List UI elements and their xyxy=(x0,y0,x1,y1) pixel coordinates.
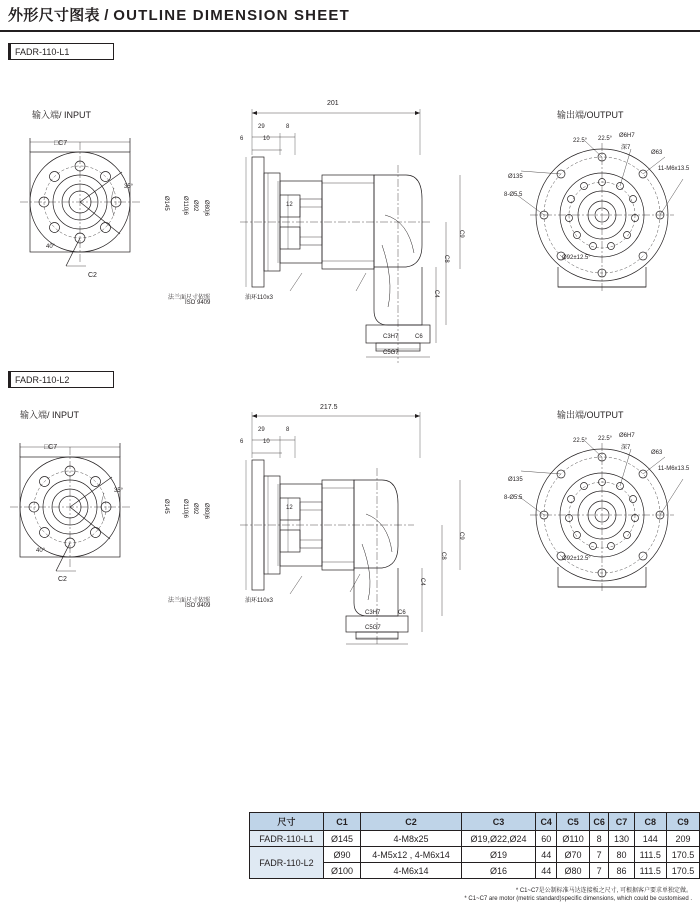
dim-8-l2: 8 xyxy=(286,427,290,433)
out-dim-d92-l1: Ø92±12.5° xyxy=(562,255,591,261)
th-c2: C2 xyxy=(361,813,462,831)
oil-note-l1: 油环110x3 xyxy=(245,295,273,301)
th-c8: C8 xyxy=(634,813,667,831)
cell-l1-c2: 4-M8x25 xyxy=(361,831,462,847)
side-view-l2 xyxy=(170,398,500,648)
out-dim-d63-l1: Ø63 xyxy=(651,150,663,156)
cell-l2b-c9: 170.5 xyxy=(667,863,700,879)
note-en: * C1~C7 are motor (metric standard)specific dimensions, which could be customised . xyxy=(464,896,692,902)
table-header-row xyxy=(250,813,700,831)
cell-l1-c8: 144 xyxy=(634,831,667,847)
cell-l2a-c3: Ø19 xyxy=(461,847,535,863)
cell-l2a-c8: 111.5 xyxy=(634,847,667,863)
dim-d92-l1: Ø92 xyxy=(192,200,198,212)
cell-l2b-c7: 86 xyxy=(609,863,634,879)
page-title xyxy=(8,4,350,25)
out-dim-225b-l1: 22.5° xyxy=(598,136,613,142)
dim-c2-l2: C2 xyxy=(58,576,67,583)
out-dim-d6h7-l1: Ø6H7 xyxy=(619,133,635,139)
dim-29-l2: 29 xyxy=(258,427,265,433)
cell-l1-c5: Ø110 xyxy=(557,831,590,847)
out-dim-d135-l2: Ø135 xyxy=(508,477,523,483)
cell-l2b-c2: 4-M6x14 xyxy=(361,863,462,879)
cell-l2a-c5: Ø70 xyxy=(557,847,590,863)
cell-l2b-c4: 44 xyxy=(536,863,557,879)
th-size: 尺寸 xyxy=(250,813,324,831)
cell-l2a-c4: 44 xyxy=(536,847,557,863)
dim-c7-l1: □C7 xyxy=(54,140,68,147)
out-dim-depth-l2: 深7 xyxy=(621,445,631,451)
row-label-l1: FADR-110-L1 xyxy=(250,831,324,847)
cell-l2a-c1: Ø90 xyxy=(323,847,360,863)
cell-l2b-c8: 111.5 xyxy=(634,863,667,879)
dim-c9-l1: C9 xyxy=(458,230,464,238)
out-dim-225a-l2: 22.5° xyxy=(573,438,588,444)
dim-c5g7-l1: C5G7 xyxy=(383,350,399,356)
cell-l1-c9: 209 xyxy=(667,831,700,847)
cell-l1-c1: Ø145 xyxy=(323,831,360,847)
dim-angle35-l2: 35° xyxy=(114,488,124,494)
cell-l2b-c5: Ø80 xyxy=(557,863,590,879)
th-c6: C6 xyxy=(589,813,609,831)
dim-c2-l1: C2 xyxy=(88,272,97,279)
th-c9: C9 xyxy=(667,813,700,831)
out-dim-225b-l2: 22.5° xyxy=(598,436,613,442)
dim-c8-l2: C8 xyxy=(440,552,446,560)
cell-l2b-c3: Ø16 xyxy=(461,863,535,879)
oil-note-l2: 油环110x3 xyxy=(245,598,273,604)
row-label-l2: FADR-110-L2 xyxy=(250,847,324,879)
dim-c3h7-l2: C3H7 xyxy=(365,610,381,616)
dim-c3h7-l1: C3H7 xyxy=(383,334,399,340)
dim-29-l1: 29 xyxy=(258,124,265,130)
side-view-l1 xyxy=(170,95,500,365)
input-end-view-l1 xyxy=(10,130,160,290)
dim-d110-l2: Ø110j6 xyxy=(182,499,188,518)
out-dim-11m6-l1: 11-M6x13.5 xyxy=(658,166,690,172)
cell-l1-c7: 130 xyxy=(609,831,634,847)
dim-c4-l2: C4 xyxy=(419,578,425,586)
cell-l2b-c6: 7 xyxy=(589,863,609,879)
note-cn: * C1~C7是公制标准马达连接板之尺寸, 可根据客户要求单独定做。 xyxy=(515,888,692,894)
dim-10-l1: 10 xyxy=(263,136,270,142)
dim-8-l1: 8 xyxy=(286,124,290,130)
out-dim-11m6-l2: 11-M6x13.5 xyxy=(658,466,690,472)
out-dim-8x55-l1: 8-Ø5.5 xyxy=(504,192,523,198)
th-c3: C3 xyxy=(461,813,535,831)
flange-note1-l2: 法兰面尺寸依照 xyxy=(168,598,211,604)
th-c4: C4 xyxy=(536,813,557,831)
out-dim-225a-l1: 22.5° xyxy=(573,138,588,144)
th-c5: C5 xyxy=(557,813,590,831)
cell-l2a-c7: 80 xyxy=(609,847,634,863)
model-tag-l1: FADR-110-L1 xyxy=(8,43,114,60)
cell-l1-c6: 8 xyxy=(589,831,609,847)
cell-l1-c3: Ø19,Ø22,Ø24 xyxy=(461,831,535,847)
dim-d110-l1: Ø110j6 xyxy=(182,196,188,215)
dim-angle40-l2: 40° xyxy=(36,548,46,554)
dim-6-l1: 6 xyxy=(240,136,244,142)
cell-l2b-c1: Ø100 xyxy=(323,863,360,879)
dim-c5g7-l2: C5G7 xyxy=(365,625,381,631)
dim-c6-l1: C6 xyxy=(415,334,423,340)
output-label-l1: 输出端/OUTPUT xyxy=(557,110,624,120)
dim-d80-l1: Ø80j6 xyxy=(203,200,209,217)
page-title-cn: 外形尺寸图表 / xyxy=(8,7,114,24)
out-dim-8x55-l2: 8-Ø5.5 xyxy=(504,495,523,501)
dim-c4-l1: C4 xyxy=(433,290,439,298)
flange-note2-l2: ISO 9409 xyxy=(185,603,211,609)
dim-12-l2: 12 xyxy=(286,505,293,511)
flange-note2-l1: ISO 9409 xyxy=(185,300,211,306)
input-label-l1: 输入端/ INPUT xyxy=(32,110,92,120)
dim-c8-l1: C8 xyxy=(443,255,449,263)
model-tag-l2: FADR-110-L2 xyxy=(8,371,114,388)
dim-12-l1: 12 xyxy=(286,202,293,208)
dim-10-l2: 10 xyxy=(263,439,270,445)
dim-d92-l2: Ø92 xyxy=(192,503,198,515)
cell-l1-c4: 60 xyxy=(536,831,557,847)
dim-c9-l2: C9 xyxy=(458,532,464,540)
output-end-view-l2 xyxy=(515,435,690,600)
output-label-l2: 输出端/OUTPUT xyxy=(557,410,624,420)
cell-l2a-c6: 7 xyxy=(589,847,609,863)
cell-l2a-c9: 170.5 xyxy=(667,847,700,863)
dim-d145-l2: Ø145 xyxy=(163,499,169,514)
dim-c7-l2: □C7 xyxy=(44,444,58,451)
out-dim-depth-l1: 深7 xyxy=(621,145,631,151)
out-dim-d6h7-l2: Ø6H7 xyxy=(619,433,635,439)
table-row xyxy=(250,847,700,863)
dim-c6-l2: C6 xyxy=(398,610,406,616)
dim-angle40-l1: 40° xyxy=(46,244,56,250)
out-dim-d92-l2: Ø92±12.5° xyxy=(562,556,591,562)
out-dim-d63-l2: Ø63 xyxy=(651,450,663,456)
dim-d145-l1: Ø145 xyxy=(163,196,169,211)
out-dim-d135-l1: Ø135 xyxy=(508,174,523,180)
dim-overall-l2: 217.5 xyxy=(320,404,338,411)
output-end-view-l1 xyxy=(515,135,690,300)
dim-angle35-l1: 35° xyxy=(124,184,134,190)
flange-note1-l1: 法兰面尺寸依照 xyxy=(168,295,211,301)
cell-l2a-c2: 4-M5x12 , 4-M6x14 xyxy=(361,847,462,863)
page-title-en: OUTLINE DIMENSION SHEET xyxy=(113,7,350,24)
th-c7: C7 xyxy=(609,813,634,831)
input-label-l2: 输入端/ INPUT xyxy=(20,410,80,420)
th-c1: C1 xyxy=(323,813,360,831)
spec-table xyxy=(249,812,700,879)
page-header xyxy=(0,0,700,32)
dim-overall-l1: 201 xyxy=(327,100,339,107)
table-row xyxy=(250,831,700,847)
input-end-view-l2 xyxy=(0,435,150,595)
dim-d80-l2: Ø80j6 xyxy=(203,503,209,520)
dim-6-l2: 6 xyxy=(240,439,244,445)
